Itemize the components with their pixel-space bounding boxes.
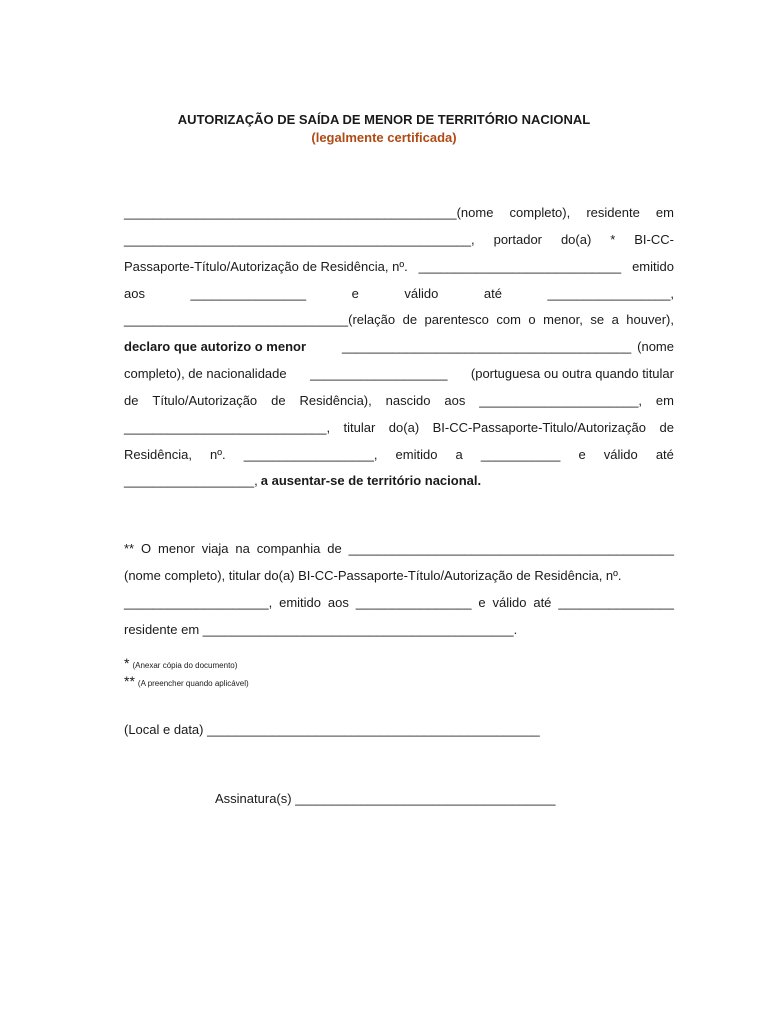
- document-subtitle: (legalmente certificada): [311, 130, 457, 145]
- companion-line-1: [124, 539, 674, 559]
- word: **: [124, 541, 135, 556]
- note-2-text: (A preencher quando aplicável): [137, 679, 249, 688]
- word: até: [655, 447, 674, 462]
- word: emitido: [395, 447, 438, 462]
- word: titular: [343, 420, 376, 435]
- word: na: [235, 541, 250, 556]
- word: ____________________________,: [124, 420, 331, 435]
- word: completo), de nacionalidade: [124, 366, 287, 381]
- word: _____________________________________________: [348, 541, 674, 556]
- word: ______________________,: [479, 393, 642, 408]
- note-1-mark: *: [124, 655, 130, 671]
- body-line-11-bold: a ausentar-se de território nacional.: [260, 473, 482, 488]
- word: companhia: [256, 541, 321, 556]
- body-line-10: [124, 445, 674, 465]
- word: emitido: [632, 259, 674, 274]
- word: _______________________________(relação: [124, 312, 396, 327]
- body-line-4: [124, 284, 674, 304]
- body-line-6: [124, 337, 674, 357]
- word: ________________: [190, 286, 307, 301]
- word: (nome completo), titular do(a) BI-CC-Passaporte-Título/Autorização de Residência, nº.: [124, 568, 622, 583]
- word: Residência,: [124, 447, 192, 462]
- word: parentesco: [424, 312, 489, 327]
- body-line-11: [124, 471, 674, 491]
- word: completo),: [509, 205, 571, 220]
- word: de: [327, 541, 342, 556]
- word: aos: [444, 393, 466, 408]
- word: e: [351, 286, 359, 301]
- word: e: [578, 447, 586, 462]
- companion-line-2: [124, 566, 674, 586]
- companion-line-3: [124, 593, 674, 613]
- word: portador: [493, 232, 543, 247]
- word: de: [402, 312, 418, 327]
- body-line-5: [124, 310, 674, 330]
- word: e: [478, 595, 486, 610]
- body-line-7: [124, 364, 674, 384]
- word: (nome: [637, 339, 674, 354]
- body-line-1: [124, 203, 674, 223]
- word: residente: [586, 205, 640, 220]
- signature-field: Assinatura(s) ____________________________________: [215, 791, 556, 806]
- word: _________________,: [547, 286, 674, 301]
- word: a: [455, 447, 463, 462]
- body-line-9: [124, 418, 674, 438]
- body-line-3: [124, 257, 674, 277]
- word: em: [655, 205, 674, 220]
- word: ________________: [558, 595, 674, 610]
- body-line-8: [124, 391, 674, 411]
- word: nº.: [210, 447, 226, 462]
- word: *: [610, 232, 616, 247]
- declaration-bold: declaro que autorizo o menor: [124, 339, 307, 354]
- word: BI-CC-Passaporte-Titulo/Autorização: [432, 420, 647, 435]
- word: do(a): [560, 232, 592, 247]
- document-title: AUTORIZAÇÃO DE SAÍDA DE MENOR DE TERRITÓRIO NACIONAL: [177, 112, 591, 127]
- word: Residência),: [299, 393, 372, 408]
- word: válido: [404, 286, 439, 301]
- word: a: [611, 312, 619, 327]
- word: ____________________________: [418, 259, 622, 274]
- note-2: [124, 673, 249, 689]
- word: aos: [124, 286, 145, 301]
- note-1-text: (Anexar cópia do documento): [132, 661, 238, 670]
- word: de: [659, 420, 674, 435]
- word: ________________: [355, 595, 472, 610]
- local-data-field: (Local e data) ______________________________________________: [124, 722, 540, 737]
- word: nascido: [385, 393, 431, 408]
- word: com: [496, 312, 521, 327]
- body-line-2: [124, 230, 674, 250]
- companion-line-4: residente em ___________________________________________.: [124, 622, 518, 637]
- word: houver),: [626, 312, 674, 327]
- word: ______________________________________________(nome: [124, 205, 494, 220]
- note-1: [124, 655, 237, 671]
- word: menor: [158, 541, 195, 556]
- body-line-6-rest: [342, 337, 674, 357]
- word: __________________,: [243, 447, 378, 462]
- word: O: [141, 541, 152, 556]
- word: aos: [327, 595, 349, 610]
- word: ________________________________________: [342, 339, 632, 354]
- word: ___________: [480, 447, 561, 462]
- word: BI-CC-: [634, 232, 674, 247]
- word: até: [483, 286, 502, 301]
- word: de: [124, 393, 139, 408]
- word: até: [533, 595, 552, 610]
- word: Título/Autorização: [152, 393, 258, 408]
- word: ____________________,: [124, 595, 273, 610]
- word: (portuguesa ou outra quando titular: [470, 366, 674, 381]
- word: válido: [492, 595, 527, 610]
- word: em: [655, 393, 674, 408]
- note-2-mark: **: [124, 673, 135, 689]
- word: se: [590, 312, 605, 327]
- word: Passaporte-Título/Autorização de Residência, nº.: [124, 259, 408, 274]
- word: o: [528, 312, 536, 327]
- word: menor,: [543, 312, 583, 327]
- word: ___________________: [310, 366, 448, 381]
- word: ________________________________________________,: [124, 232, 475, 247]
- word: válido: [603, 447, 638, 462]
- word: viaja: [201, 541, 229, 556]
- word: emitido: [279, 595, 322, 610]
- word: do(a): [388, 420, 420, 435]
- body-line-11-blank: __________________,: [124, 473, 258, 488]
- word: de: [271, 393, 286, 408]
